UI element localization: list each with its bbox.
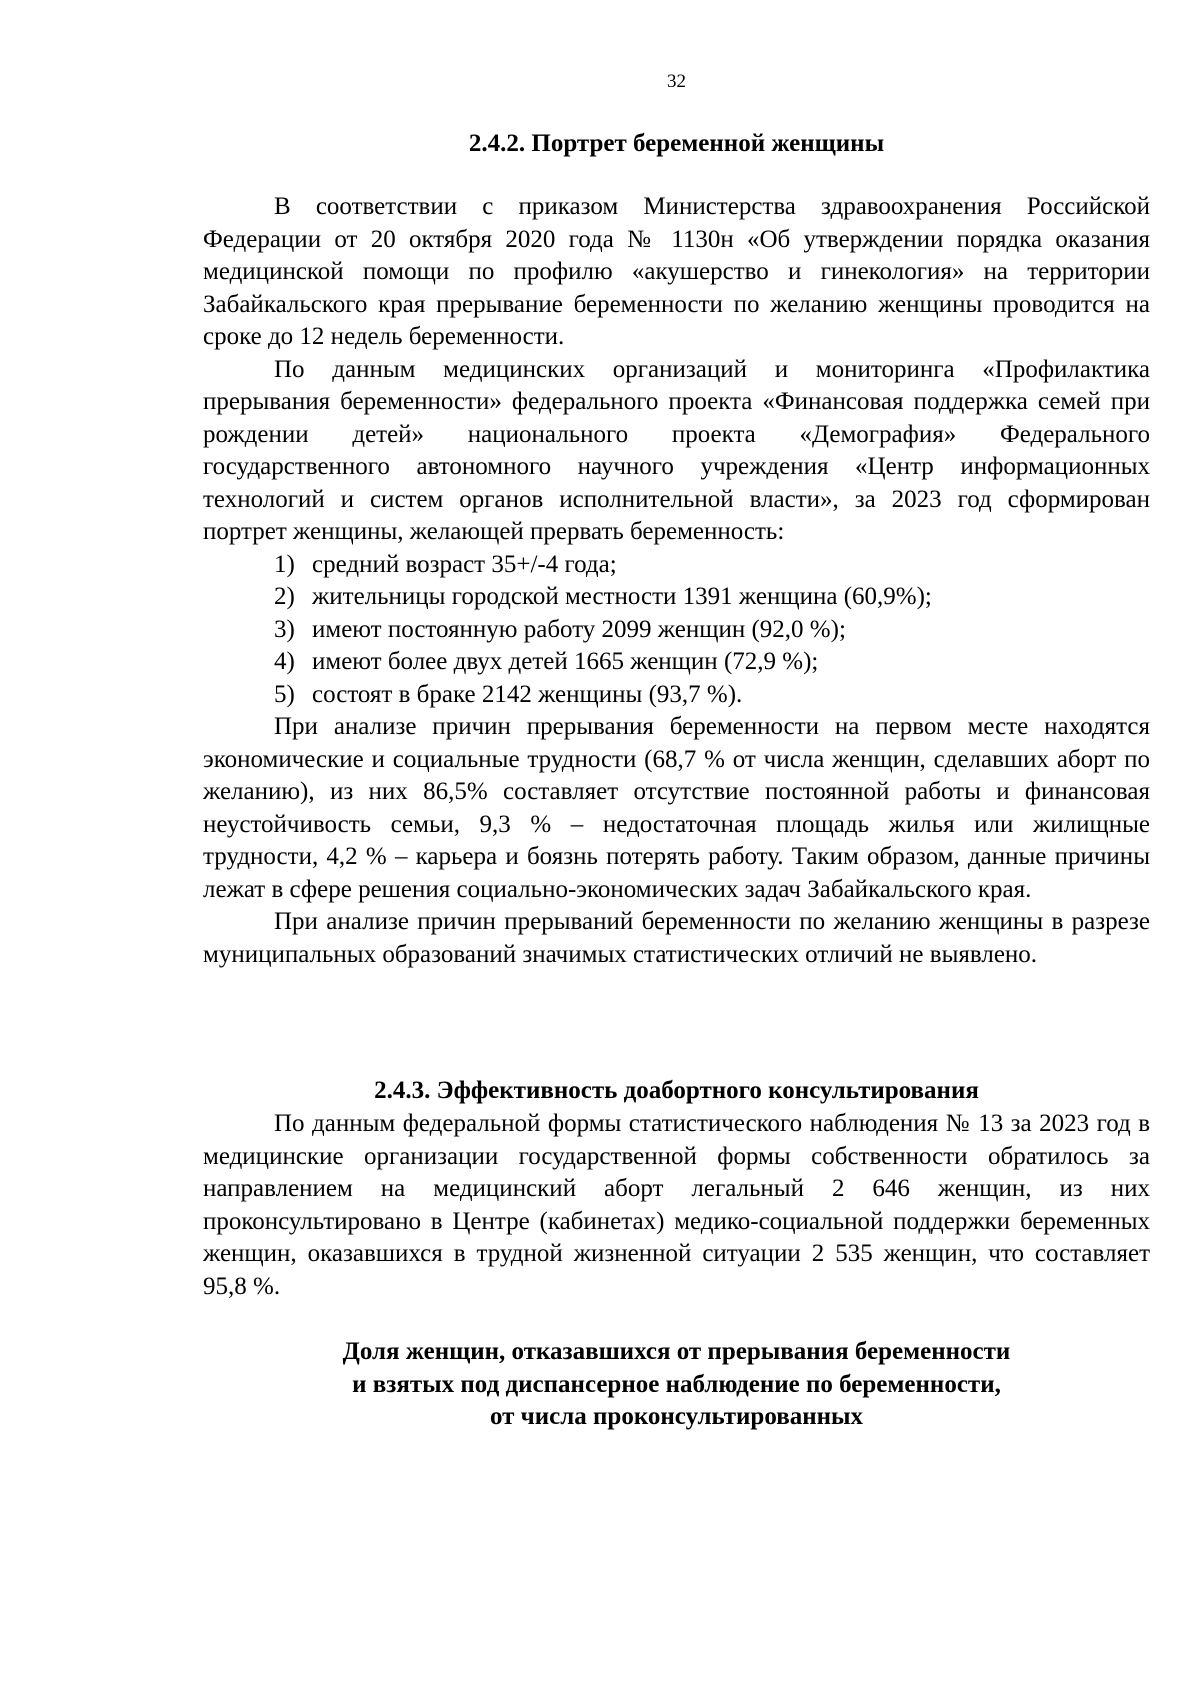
list-item [203,549,1150,582]
section-title-counseling: 2.4.3. Эффективность доабортного консультирования [374,1077,979,1104]
page-number: 32 [667,71,686,92]
list-item-number: 1) [274,550,295,578]
list-item-text: имеют постоянную работу 2099 женщин (92,0 %); [312,615,846,643]
figure-caption-line: и взятых под диспансерное наблюдение по беременности, [352,1370,1001,1398]
list-item-text: состоят в браке 2142 женщины (93,7 %). [312,680,743,708]
list-item-number: 2) [274,583,295,610]
paragraph: По данным медицинских организаций и мониторинга «Профилактика прерывания беременности» федерального проекта «Финансовая поддержка семей при рождении детей» национального проекта «Демография» Федерального государственного автономного научного учреждения «Центр информационных технологий и систем органов исполнительной власти», за 2023 год сформирован портрет женщины, желающей прервать беременность: [203,355,1150,545]
list-item [203,679,1150,712]
portrait-list [203,549,1150,712]
list-item-text: имеют более двух детей 1665 женщин (72,9 %); [312,648,819,675]
list-item [203,581,1150,614]
paragraph: В соответствии с приказом Министерства здравоохранения Российской Федерации от 20 октября 2020 года № 1130н «Об утверждении порядка оказания медицинской помощи по профилю «акушерство и гинекология» на территории Забайкальского края прерывание беременности по желанию женщины проводится на сроке до 12 недель беременности. [203,193,1150,350]
list-item-number: 4) [274,648,295,675]
list-item-text: средний возраст 35+/-4 года; [312,550,617,578]
paragraph: По данным федеральной формы статистического наблюдения № 13 за 2023 год в медицинские организации государственной формы собственности обратилось за направлением на медицинский аборт легальный 2 646 женщин, из них проконсультировано в Центре (кабинетах) медико-социальной поддержки беременных женщин, оказавшихся в трудной жизненной ситуации 2 535 женщин, что составляет 95,8 %. [203,1110,1150,1300]
list-item-number: 3) [274,615,295,643]
list-item-number: 5) [274,680,295,708]
figure-caption-line: от числа проконсультированных [489,1403,864,1430]
list-item [203,614,1150,647]
list-item-text: жительницы городской местности 1391 женщина (60,9%); [312,583,932,610]
section-title-portrait: 2.4.2. Портрет беременной женщины [468,130,885,157]
section-counseling-body [203,1108,1150,1303]
figure-caption-line: Доля женщин, отказавшихся от прерывания беременности [342,1338,1011,1365]
paragraph: При анализе причин прерываний беременности по желанию женщины в разрезе муниципальных образований значимых статистических отличий не выявлено. [203,908,1150,968]
list-item [203,646,1150,679]
section-portrait-body [203,191,1150,971]
figure-caption [203,1336,1150,1434]
paragraph: При анализе причин прерывания беременности на первом месте находятся экономические и социальные трудности (68,7 % от числа женщин, сделавших аборт по желанию), из них 86,5% составляет отсутствие постоянной работы и финансовая неустойчивость семьи, 9,3 % – недостаточная площадь жилья или жилищные трудности, 4,2 % – карьера и боязнь потерять работу. Таким образом, данные причины лежат в сфере решения социально-экономических задач Забайкальского края. [203,713,1150,903]
